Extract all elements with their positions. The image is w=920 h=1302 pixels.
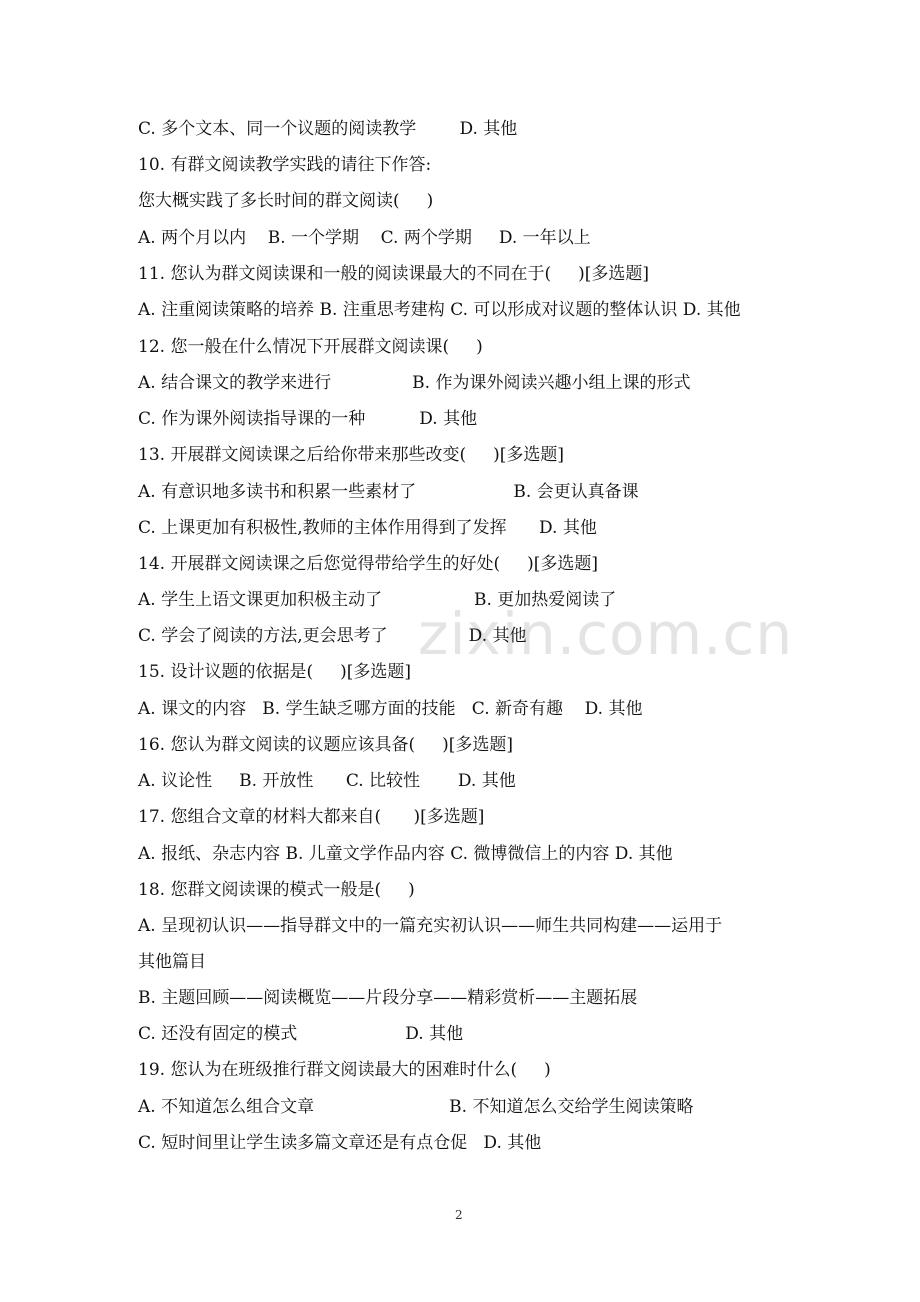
text-line: A. 议论性 B. 开放性 C. 比较性 D. 其他 [138, 771, 516, 791]
text-line: 17. 您组合文章的材料大都来自( )[多选题] [138, 807, 485, 827]
text-line: 13. 开展群文阅读课之后给你带来那些改变( )[多选题] [138, 445, 564, 465]
text-line: 16. 您认为群文阅读的议题应该具备( )[多选题] [138, 735, 513, 755]
text-line: A. 结合课文的教学来进行 B. 作为课外阅读兴趣小组上课的形式 [138, 373, 691, 393]
watermark: zixin.com.cn [418, 600, 794, 668]
text-line: A. 注重阅读策略的培养 B. 注重思考建构 C. 可以形成对议题的整体认识 D. 其他 [138, 300, 741, 320]
text-line: A. 报纸、杂志内容 B. 儿童文学作品内容 C. 微博微信上的内容 D. 其他 [138, 844, 673, 864]
text-line: C. 多个文本、同一个议题的阅读教学 D. 其他 [138, 119, 518, 139]
text-line: A. 课文的内容 B. 学生缺乏哪方面的技能 C. 新奇有趣 D. 其他 [138, 699, 643, 719]
text-line: A. 学生上语文课更加积极主动了 B. 更加热爱阅读了 [138, 590, 617, 610]
text-line: 12. 您一般在什么情况下开展群文阅读课( ) [138, 337, 483, 357]
text-line: 您大概实践了多长时间的群文阅读( ) [138, 191, 434, 211]
text-line: 其他篇目 [138, 952, 206, 972]
text-line: B. 主题回顾——阅读概览——片段分享——精彩赏析——主题拓展 [138, 988, 638, 1008]
text-line: A. 呈现初认识——指导群文中的一篇充实初认识——师生共同构建——运用于 [138, 916, 723, 936]
text-line: C. 短时间里让学生读多篇文章还是有点仓促 D. 其他 [138, 1133, 542, 1153]
text-line: 10. 有群文阅读教学实践的请往下作答: [138, 155, 432, 175]
text-line: A. 有意识地多读书和积累一些素材了 B. 会更认真备课 [138, 482, 639, 502]
text-line: A. 两个月以内 B. 一个学期 C. 两个学期 D. 一年以上 [138, 228, 591, 248]
text-line: 14. 开展群文阅读课之后您觉得带给学生的好处( )[多选题] [138, 554, 598, 574]
page-number: 2 [455, 1208, 463, 1222]
text-line: 15. 设计议题的依据是( )[多选题] [138, 662, 411, 682]
text-line: 19. 您认为在班级推行群文阅读最大的困难时什么( ) [138, 1060, 551, 1080]
text-line: A. 不知道怎么组合文章 B. 不知道怎么交给学生阅读策略 [138, 1097, 694, 1117]
text-line: 11. 您认为群文阅读课和一般的阅读课最大的不同在于( )[多选题] [138, 264, 649, 284]
text-line: 18. 您群文阅读课的模式一般是( ) [138, 880, 415, 900]
text-line: C. 作为课外阅读指导课的一种 D. 其他 [138, 409, 478, 429]
text-line: C. 还没有固定的模式 D. 其他 [138, 1024, 464, 1044]
text-line: C. 上课更加有积极性,教师的主体作用得到了发挥 D. 其他 [138, 518, 597, 538]
text-line: C. 学会了阅读的方法,更会思考了 D. 其他 [138, 626, 527, 646]
